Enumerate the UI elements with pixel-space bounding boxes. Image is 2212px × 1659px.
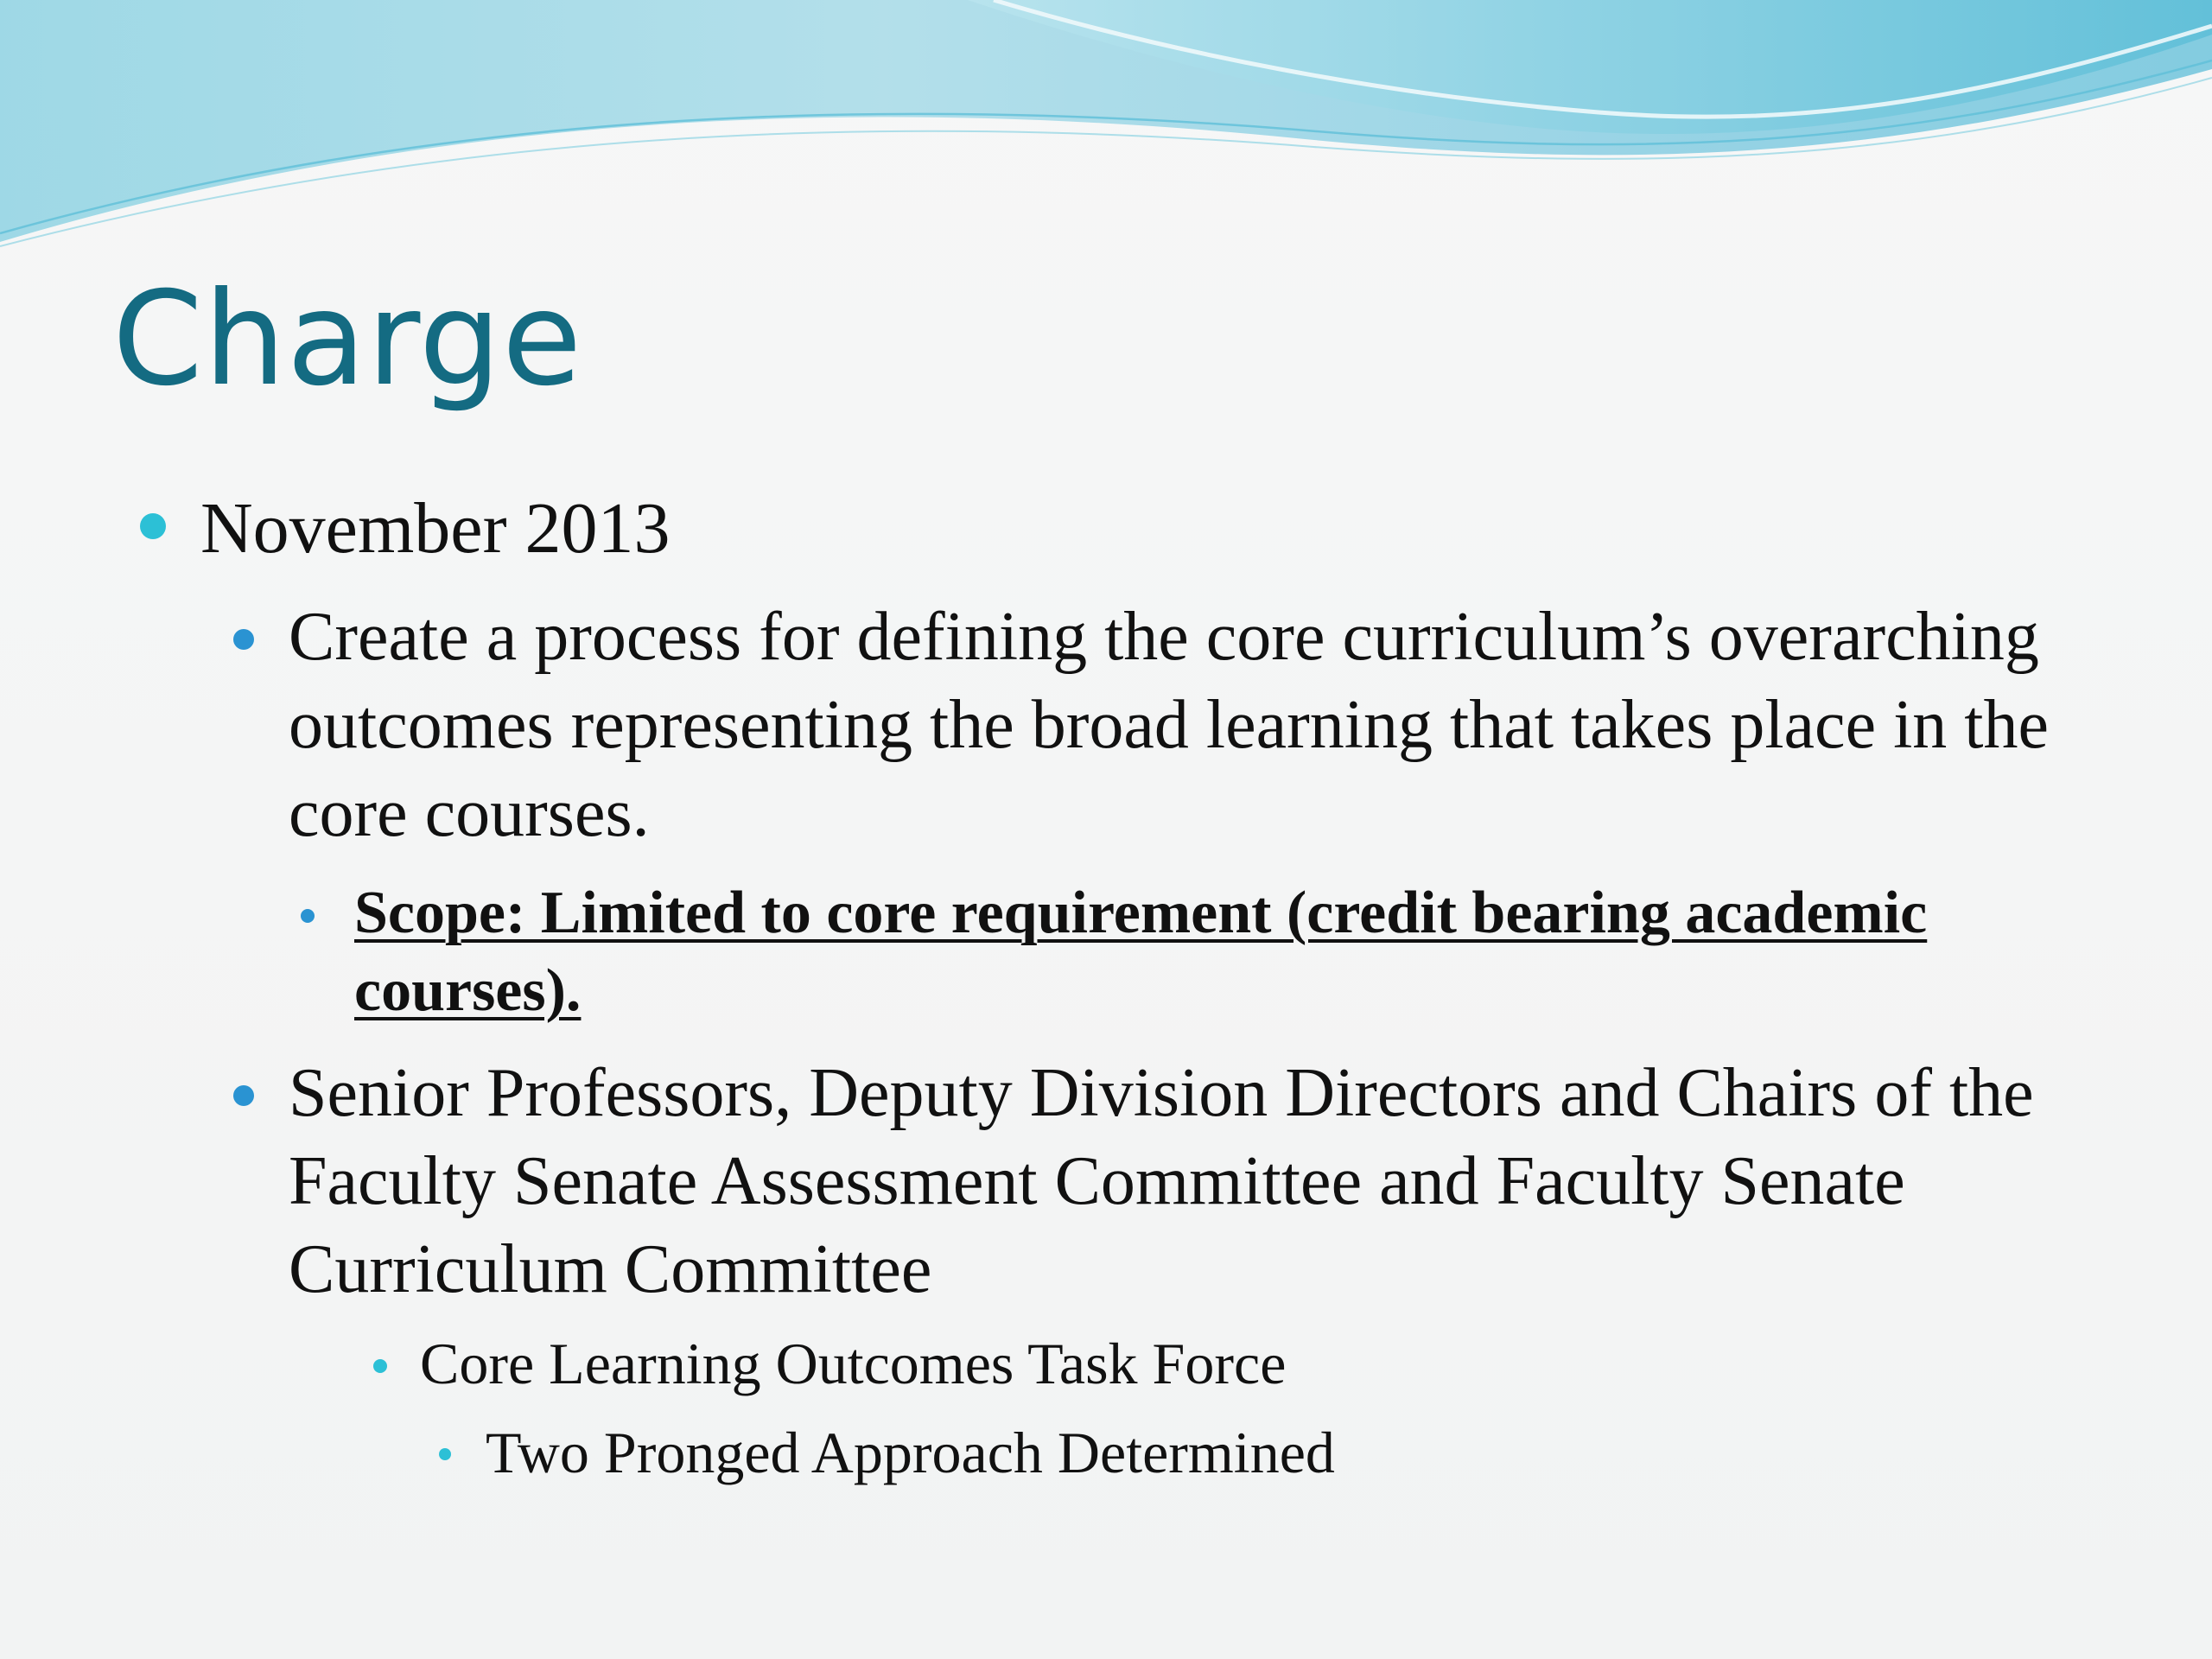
bullet-dot-icon	[233, 629, 254, 650]
bullet-item	[439, 1414, 1908, 1491]
bullet-text: Core Learning Outcomes Task Force	[420, 1331, 1287, 1396]
bullet-text: November 2013	[200, 488, 671, 569]
bullet-dot-icon	[140, 513, 166, 539]
bullet-item	[140, 486, 2127, 572]
bullet-item	[301, 874, 1986, 1030]
bullet-dot-icon	[373, 1359, 387, 1373]
bullet-item	[373, 1325, 1929, 1402]
bullet-text: Create a process for defining the core curriculum’s overarching outcomes representing the broad learning that takes place in the core courses.	[289, 599, 2050, 851]
bullet-dot-icon	[301, 909, 315, 923]
bullet-item	[233, 593, 2082, 857]
bullet-text: Senior Professors, Deputy Division Directors and Chairs of the Faculty Senate Assessment Committee and Faculty Senate Curriculum Committee	[289, 1055, 2034, 1307]
bullet-text: Two Pronged Approach Determined	[486, 1420, 1335, 1485]
bullet-text: Scope: Limited to core requirement (credit bearing academic courses).	[354, 880, 1928, 1024]
slide-title: Charge	[112, 264, 583, 415]
bullet-item	[233, 1049, 2152, 1313]
bullet-dot-icon	[233, 1085, 254, 1106]
bullet-dot-icon	[439, 1448, 451, 1460]
